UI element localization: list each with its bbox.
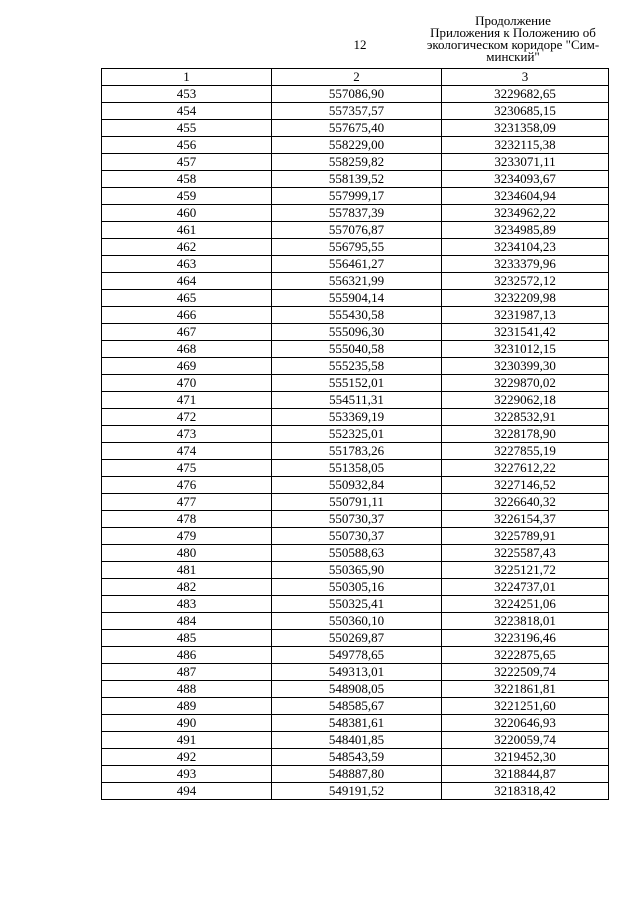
point-number-cell: 454 [102,103,272,120]
y-coordinate-cell: 3227612,22 [442,460,609,477]
point-number-cell: 464 [102,273,272,290]
y-coordinate-cell: 3226640,32 [442,494,609,511]
column-header-y: 3 [442,69,609,86]
x-coordinate-cell: 555096,30 [272,324,442,341]
table-row [102,154,609,171]
point-number-cell: 467 [102,324,272,341]
x-coordinate-cell: 557837,39 [272,205,442,222]
table-row [102,528,609,545]
x-coordinate-cell: 548381,61 [272,715,442,732]
point-number-cell: 485 [102,630,272,647]
point-number-cell: 483 [102,596,272,613]
y-coordinate-cell: 3225587,43 [442,545,609,562]
table-header-row [102,69,609,86]
x-coordinate-cell: 548585,67 [272,698,442,715]
point-number-cell: 468 [102,341,272,358]
table-row [102,562,609,579]
y-coordinate-cell: 3229682,65 [442,86,609,103]
table-row [102,579,609,596]
table-row [102,137,609,154]
y-coordinate-cell: 3234604,94 [442,188,609,205]
x-coordinate-cell: 556321,99 [272,273,442,290]
table-row [102,307,609,324]
point-number-cell: 453 [102,86,272,103]
y-coordinate-cell: 3222875,65 [442,647,609,664]
point-number-cell: 470 [102,375,272,392]
coordinates-table [101,68,609,800]
table-row [102,443,609,460]
x-coordinate-cell: 550305,16 [272,579,442,596]
x-coordinate-cell: 554511,31 [272,392,442,409]
x-coordinate-cell: 555235,58 [272,358,442,375]
x-coordinate-cell: 550269,87 [272,630,442,647]
page-number: 12 [353,37,367,52]
y-coordinate-cell: 3232572,12 [442,273,609,290]
y-coordinate-cell: 3233379,96 [442,256,609,273]
column-header-number: 1 [102,69,272,86]
point-number-cell: 478 [102,511,272,528]
point-number-cell: 463 [102,256,272,273]
x-coordinate-cell: 550360,10 [272,613,442,630]
y-coordinate-cell: 3231541,42 [442,324,609,341]
appendix-continuation-note [418,15,608,63]
x-coordinate-cell: 557357,57 [272,103,442,120]
y-coordinate-cell: 3227146,52 [442,477,609,494]
x-coordinate-cell: 548543,59 [272,749,442,766]
x-coordinate-cell: 555904,14 [272,290,442,307]
y-coordinate-cell: 3218844,87 [442,766,609,783]
point-number-cell: 473 [102,426,272,443]
y-coordinate-cell: 3234985,89 [442,222,609,239]
table-row [102,358,609,375]
column-header-x: 2 [272,69,442,86]
point-number-cell: 472 [102,409,272,426]
table-row [102,766,609,783]
point-number-cell: 487 [102,664,272,681]
y-coordinate-cell: 3225121,72 [442,562,609,579]
table-row [102,324,609,341]
x-coordinate-cell: 557999,17 [272,188,442,205]
table-row [102,698,609,715]
point-number-cell: 469 [102,358,272,375]
x-coordinate-cell: 555430,58 [272,307,442,324]
point-number-cell: 490 [102,715,272,732]
table-row [102,239,609,256]
point-number-cell: 494 [102,783,272,800]
x-coordinate-cell: 550365,90 [272,562,442,579]
table-row [102,545,609,562]
y-coordinate-cell: 3221251,60 [442,698,609,715]
x-coordinate-cell: 551358,05 [272,460,442,477]
x-coordinate-cell: 556795,55 [272,239,442,256]
x-coordinate-cell: 548401,85 [272,732,442,749]
table-row [102,103,609,120]
x-coordinate-cell: 557086,90 [272,86,442,103]
x-coordinate-cell: 556461,27 [272,256,442,273]
note-line-2: Приложения к Положению об [430,25,596,40]
x-coordinate-cell: 549313,01 [272,664,442,681]
table-row [102,715,609,732]
table-row [102,613,609,630]
y-coordinate-cell: 3231987,13 [442,307,609,324]
point-number-cell: 491 [102,732,272,749]
y-coordinate-cell: 3224251,06 [442,596,609,613]
y-coordinate-cell: 3222509,74 [442,664,609,681]
x-coordinate-cell: 552325,01 [272,426,442,443]
y-coordinate-cell: 3220646,93 [442,715,609,732]
y-coordinate-cell: 3234962,22 [442,205,609,222]
table-row [102,392,609,409]
y-coordinate-cell: 3233071,11 [442,154,609,171]
point-number-cell: 480 [102,545,272,562]
y-coordinate-cell: 3229870,02 [442,375,609,392]
x-coordinate-cell: 550932,84 [272,477,442,494]
table-row [102,341,609,358]
point-number-cell: 477 [102,494,272,511]
table-row [102,290,609,307]
x-coordinate-cell: 557076,87 [272,222,442,239]
point-number-cell: 492 [102,749,272,766]
y-coordinate-cell: 3226154,37 [442,511,609,528]
table-row [102,477,609,494]
y-coordinate-cell: 3232209,98 [442,290,609,307]
table-row [102,409,609,426]
point-number-cell: 482 [102,579,272,596]
x-coordinate-cell: 548887,80 [272,766,442,783]
note-line-3: экологическом коридоре "Сим- [426,37,600,52]
x-coordinate-cell: 553369,19 [272,409,442,426]
point-number-cell: 462 [102,239,272,256]
x-coordinate-cell: 555040,58 [272,341,442,358]
table-row [102,596,609,613]
x-coordinate-cell: 550791,11 [272,494,442,511]
x-coordinate-cell: 551783,26 [272,443,442,460]
y-coordinate-cell: 3230399,30 [442,358,609,375]
x-coordinate-cell: 550730,37 [272,511,442,528]
point-number-cell: 456 [102,137,272,154]
table-row [102,749,609,766]
table-row [102,511,609,528]
y-coordinate-cell: 3221861,81 [442,681,609,698]
y-coordinate-cell: 3231358,09 [442,120,609,137]
point-number-cell: 457 [102,154,272,171]
y-coordinate-cell: 3228178,90 [442,426,609,443]
y-coordinate-cell: 3227855,19 [442,443,609,460]
x-coordinate-cell: 558139,52 [272,171,442,188]
y-coordinate-cell: 3230685,15 [442,103,609,120]
point-number-cell: 475 [102,460,272,477]
point-number-cell: 479 [102,528,272,545]
point-number-cell: 488 [102,681,272,698]
x-coordinate-cell: 550325,41 [272,596,442,613]
x-coordinate-cell: 549191,52 [272,783,442,800]
point-number-cell: 476 [102,477,272,494]
x-coordinate-cell: 557675,40 [272,120,442,137]
y-coordinate-cell: 3224737,01 [442,579,609,596]
table-row [102,647,609,664]
x-coordinate-cell: 548908,05 [272,681,442,698]
point-number-cell: 466 [102,307,272,324]
table-row [102,783,609,800]
table-row [102,222,609,239]
table-row [102,375,609,392]
y-coordinate-cell: 3223196,46 [442,630,609,647]
y-coordinate-cell: 3219452,30 [442,749,609,766]
y-coordinate-cell: 3234104,23 [442,239,609,256]
point-number-cell: 471 [102,392,272,409]
table-row [102,426,609,443]
table-row [102,205,609,222]
table-row [102,256,609,273]
point-number-cell: 455 [102,120,272,137]
point-number-cell: 486 [102,647,272,664]
point-number-cell: 461 [102,222,272,239]
y-coordinate-cell: 3218318,42 [442,783,609,800]
y-coordinate-cell: 3228532,91 [442,409,609,426]
y-coordinate-cell: 3234093,67 [442,171,609,188]
point-number-cell: 459 [102,188,272,205]
table-row [102,732,609,749]
table-row [102,664,609,681]
note-line-4: минский" [486,49,540,64]
table-row [102,86,609,103]
y-coordinate-cell: 3220059,74 [442,732,609,749]
y-coordinate-cell: 3232115,38 [442,137,609,154]
x-coordinate-cell: 558259,82 [272,154,442,171]
table-body [102,86,609,800]
point-number-cell: 458 [102,171,272,188]
x-coordinate-cell: 550730,37 [272,528,442,545]
point-number-cell: 484 [102,613,272,630]
x-coordinate-cell: 558229,00 [272,137,442,154]
table-row [102,630,609,647]
point-number-cell: 481 [102,562,272,579]
x-coordinate-cell: 555152,01 [272,375,442,392]
table-row [102,171,609,188]
y-coordinate-cell: 3223818,01 [442,613,609,630]
point-number-cell: 489 [102,698,272,715]
table-row [102,460,609,477]
y-coordinate-cell: 3225789,91 [442,528,609,545]
point-number-cell: 460 [102,205,272,222]
y-coordinate-cell: 3231012,15 [442,341,609,358]
point-number-cell: 493 [102,766,272,783]
point-number-cell: 465 [102,290,272,307]
table-row [102,120,609,137]
x-coordinate-cell: 550588,63 [272,545,442,562]
x-coordinate-cell: 549778,65 [272,647,442,664]
point-number-cell: 474 [102,443,272,460]
table-row [102,188,609,205]
table-row [102,273,609,290]
table-row [102,681,609,698]
y-coordinate-cell: 3229062,18 [442,392,609,409]
note-line-1: Продолжение [475,13,551,28]
table-row [102,494,609,511]
